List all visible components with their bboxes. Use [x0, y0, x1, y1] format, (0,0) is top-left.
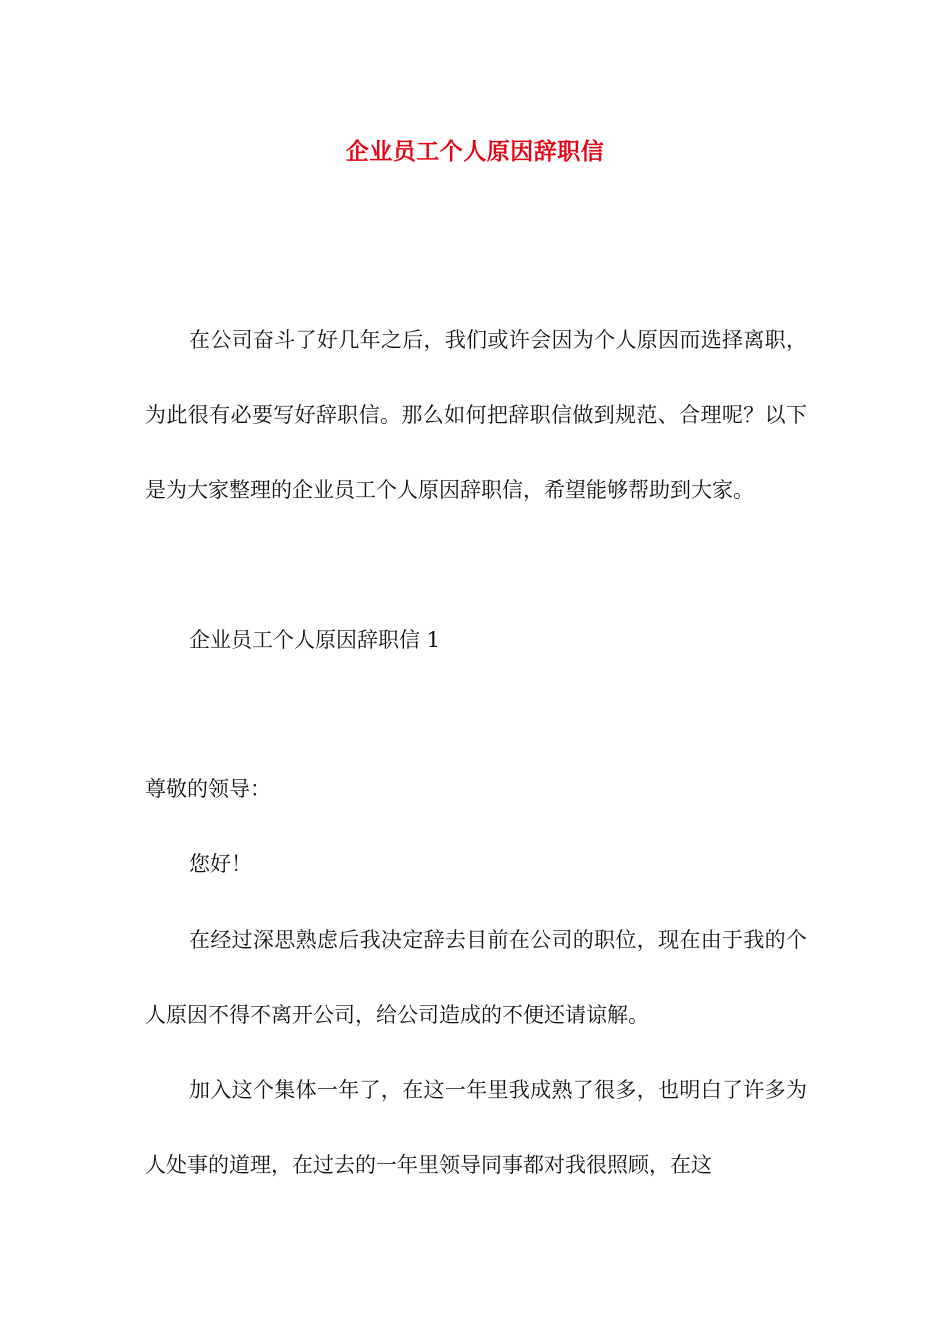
body-paragraph-1: 在经过深思熟虑后我决定辞去目前在公司的职位，现在由于我的个人原因不得不离开公司，给公司造成的不便还请谅解。	[145, 928, 807, 1027]
intro-paragraph: 在公司奋斗了好几年之后，我们或许会因为个人原因而选择离职，为此很有必要写好辞职信。那么如何把辞职信做到规范、合理呢？以下是为大家整理的企业员工个人原因辞职信，希望能够帮助到大家。	[145, 328, 807, 502]
salutation: 尊敬的领导：	[145, 777, 271, 801]
document-title: 企业员工个人原因辞职信	[345, 138, 605, 165]
greeting: 您好！	[189, 852, 252, 876]
body-paragraph-2: 加入这个集体一年了，在这一年里我成熟了很多，也明白了许多为人处事的道理，在过去的一年里领导同事都对我很照顾，在这	[145, 1078, 807, 1177]
section-heading: 企业员工个人原因辞职信 1	[189, 628, 441, 652]
